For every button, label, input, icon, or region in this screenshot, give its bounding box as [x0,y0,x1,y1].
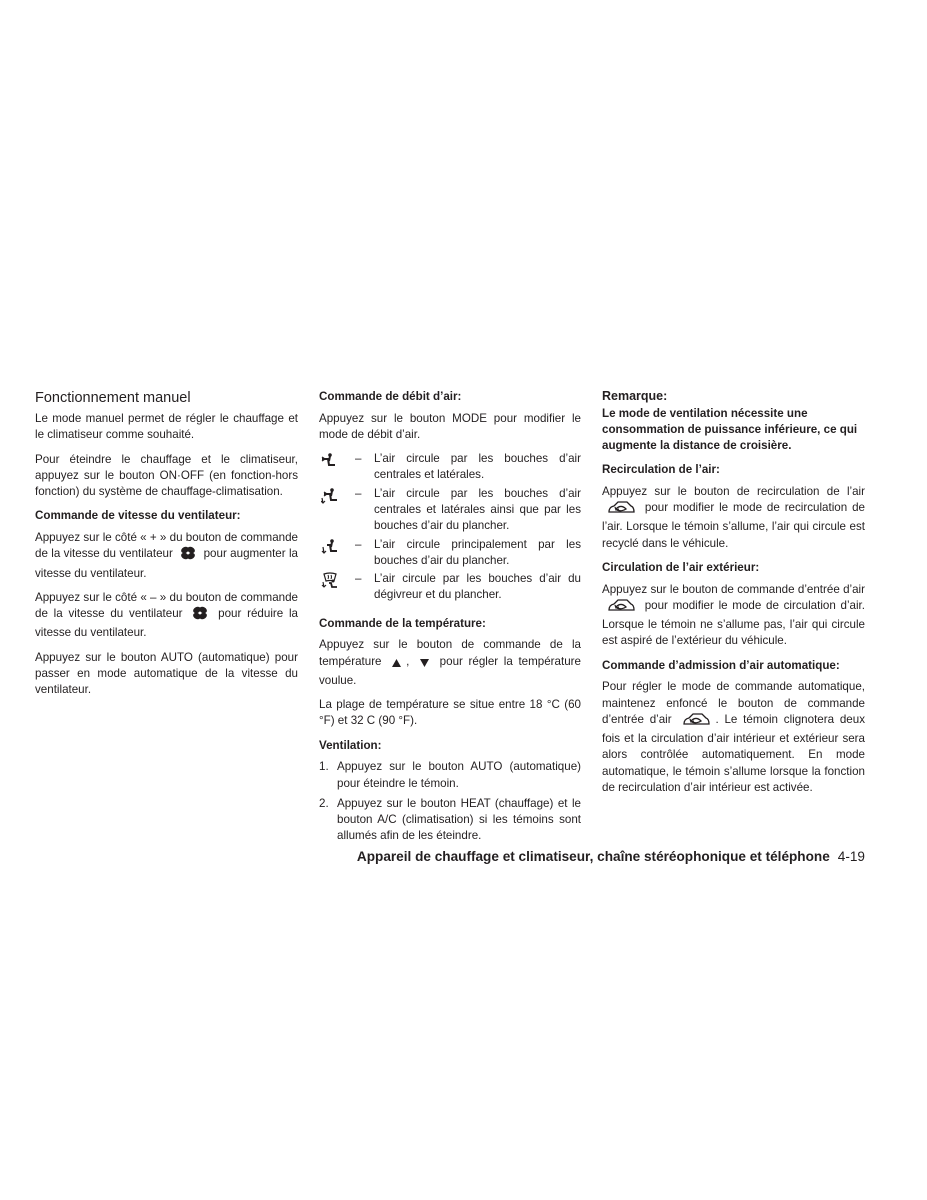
dash: – [355,452,362,466]
fan-increase-text-b: pour augmenter la vitesse du ventilateur. [35,547,298,580]
outside-air-text-a: Appuyez sur le bouton de commande d’entrée d’air [602,582,865,596]
column-1 [35,389,298,707]
page-number: 4-19 [837,849,865,864]
outside-air-paragraph [602,582,865,650]
temperature-separator: , [406,654,410,668]
airflow-mode-defrost-floor [319,571,581,604]
auto-intake-text-b: . Le témoin clignotera deux fois et la circulation d’air intérieur et extérieur sera alors contrôlée automatiquement. En mode automatique, le témoin s’allume lorsque la fonction de recirculation d’air intérieur est activée. [602,712,865,795]
fan-speed-heading: Commande de vitesse du ventilateur: [35,509,241,523]
temperature-paragraph [319,637,581,689]
list-item [319,759,581,792]
mode-text: L’air circule par les bouches d’air du dégivreur et du plancher. [374,572,581,602]
bi-level-icon [319,486,355,509]
off-paragraph: Pour éteindre le chauffage et le climatiseur, appuyez sur le bouton ON·OFF (en fonction-hors fonction) du système de chauffage-climatisation. [35,452,298,499]
recirculation-icon [681,712,711,731]
dash: – [355,572,362,586]
auto-intake-text-a: Pour régler le mode de commande automatique, maintenez enfoncé le bouton de commande d’entrée d’air [602,680,865,726]
ventilation-heading: Ventilation: [319,738,382,752]
intro-paragraph: Le mode manuel permet de régler le chauffage et le climatiseur comme souhaité. [35,412,298,442]
list-item [319,796,581,845]
recirculation-text-a: Appuyez sur le bouton de recirculation de l’air [602,484,865,498]
fan-auto-paragraph: Appuyez sur le bouton AUTO (automatique) pour passer en mode automatique de la vitesse du ventilateur. [35,650,298,697]
note-text: Le mode de ventilation nécessite une consommation de puissance inférieure, ce qui augmente la distance de croisière. [602,406,858,453]
auto-intake-paragraph [602,679,865,796]
step-text: Appuyez sur le bouton HEAT (chauffage) et le bouton A/C (climatisation) si les témoins sont allumés afin de les éteindre. [337,796,581,843]
auto-intake-heading: Commande d’admission d’air automatique: [602,658,840,672]
page-footer [300,849,865,864]
temperature-text-b: pour régler la température voulue. [319,654,581,687]
recirculation-text-b: pour modifier le mode de recirculation de l’air. Lorsque le témoin s’allume, l’air qui circule est recyclé dans le véhicule. [602,501,865,550]
temperature-text-a: Appuyez sur le bouton de commande de la température [319,638,581,668]
chapter-title: Appareil de chauffage et climatiseur, chaîne stéréophonique et téléphone [356,849,830,864]
triangle-up-icon [391,657,402,673]
fan-icon [180,546,196,565]
dash: – [355,486,362,500]
step-number: 2. [319,796,329,810]
recirculation-heading: Recirculation de l’air: [602,463,720,477]
mode-text: L’air circule principalement par les bouches d’air du plancher. [374,537,581,567]
dash: – [355,537,362,551]
recirculation-icon [606,598,636,617]
fan-icon [192,606,208,625]
fan-decrease-text-b: pour réduire la vitesse du ventilateur. [35,607,299,640]
mode-text: L’air circule par les bouches d’air centrales et latérales. [374,452,581,482]
column-2 [319,389,581,849]
note-heading: Remarque: [602,389,668,403]
step-text: Appuyez sur le bouton AUTO (automatique) pour éteindre le témoin. [337,760,581,790]
recirculation-icon [606,500,636,519]
fan-increase-paragraph [35,530,298,582]
defrost-floor-icon [319,571,355,594]
step-number: 1. [319,760,329,774]
temperature-heading: Commande de la température: [319,616,486,630]
outside-air-heading: Circulation de l’air extérieur: [602,561,760,575]
temperature-range-paragraph: La plage de température se situe entre 18 °C (60 °F) et 32 C (90 °F). [319,698,581,728]
vent-face-icon [319,451,355,472]
ventilation-steps [319,759,581,844]
column-3 [602,389,865,804]
airflow-intro: Appuyez sur le bouton MODE pour modifier le mode de débit d’air. [319,411,581,441]
airflow-mode-face [319,451,581,484]
fan-decrease-paragraph [35,590,298,642]
outside-air-text-b: pour modifier le mode de circulation d’air. Lorsque le témoin ne s’allume pas, l’air qui circule est aspiré de l’extérieur du véhicule. [602,598,865,648]
airflow-mode-bilevel [319,486,581,535]
airflow-mode-floor [319,537,581,570]
floor-vent-icon [319,537,355,560]
recirculation-paragraph [602,484,865,552]
mode-text: L’air circule par les bouches d’air centrales et latérales ainsi que par les bouches d’air du plancher. [374,486,581,533]
fan-increase-text-a: Appuyez sur le côté « + » du bouton de commande de la vitesse du ventilateur [35,530,298,561]
fan-decrease-text-a: Appuyez sur le côté « – » du bouton de commande de la vitesse du ventilateur [35,590,298,621]
airflow-heading: Commande de débit d’air: [319,390,462,403]
section-title: Fonctionnement manuel [35,390,191,406]
triangle-down-icon [419,657,430,673]
